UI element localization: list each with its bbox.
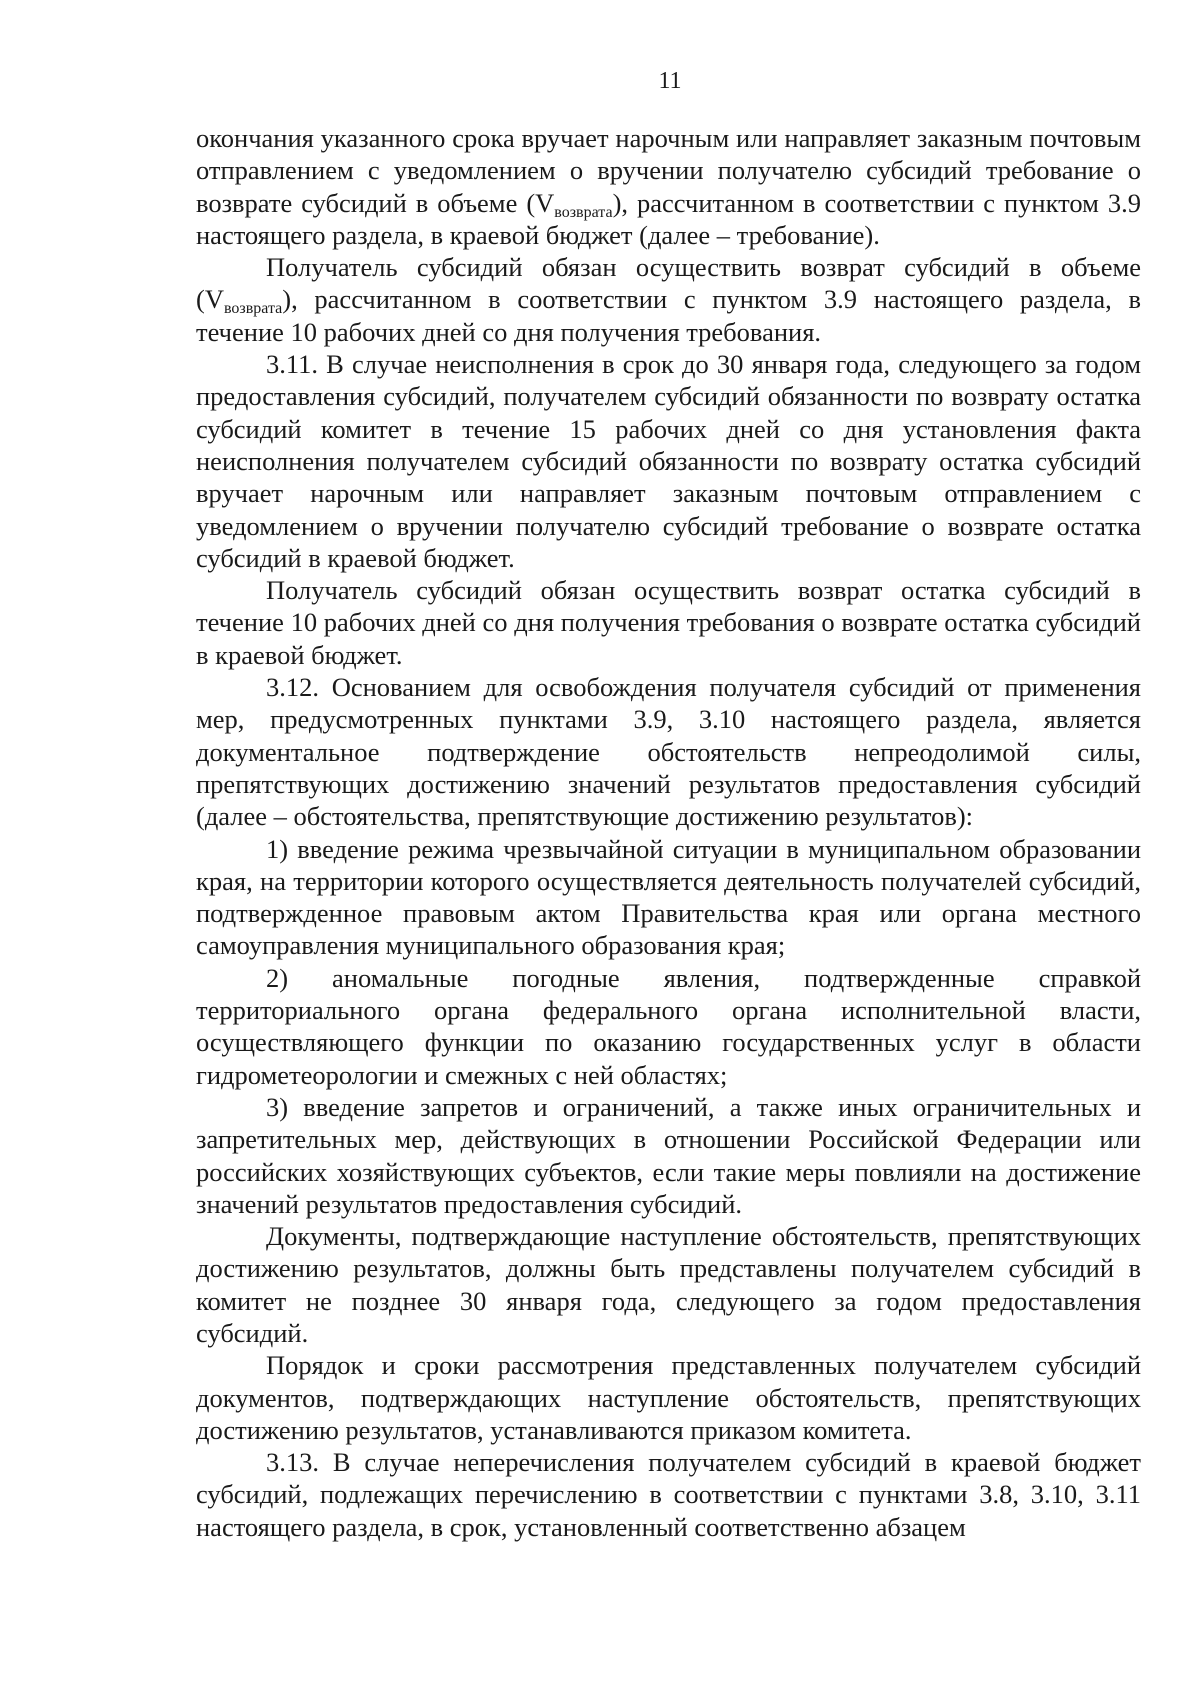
paragraph (196, 1349, 1141, 1446)
paragraph (196, 574, 1141, 671)
paragraph-text: 2) аномальные погодные явления, подтвержденные справкой территориального органа федерального органа исполнительной власти, осуществляющего функции по оказанию государственных услуг в области гидрометеорологии и смежных с ней областях; (196, 962, 1141, 1090)
paragraph (196, 1091, 1141, 1220)
paragraph-text: Документы, подтверждающие наступление обстоятельств, препятствующих достижению результатов, должны быть представлены получателем субсидий в комитет не позднее 30 января года, следующего за годом предоставления субсидий. (196, 1221, 1141, 1348)
paragraph-text: Получатель субсидий обязан осуществить возврат субсидий в объеме (V (196, 252, 1141, 315)
subscript-text: возврата (554, 203, 613, 221)
paragraph-text: ), рассчитанном в соответствии с пунктом 3.9 настоящего раздела, в краевой бюджет (далее – требование). (196, 187, 1141, 250)
page-number: 11 (658, 68, 682, 94)
paragraph (196, 1220, 1141, 1349)
document-body (196, 122, 1141, 1543)
paragraph (196, 833, 1141, 962)
paragraph (196, 122, 1141, 251)
paragraph-text: окончания указанного срока вручает нарочным или направляет заказным почтовым отправлением с уведомлением о вручении получателю субсидий требование о возврате субсидий в объеме (V (196, 123, 1141, 218)
paragraph-text: 3.12. Основанием для освобождения получателя субсидий от применения мер, предусмотренных пунктами 3.9, 3.10 настоящего раздела, является документальное подтверждение обстоятельств непреодолимой силы, препятствующих достижению значений результатов предоставления субсидий (далее – обстоятельства, препятствующие достижению результатов): (196, 672, 1141, 832)
paragraph-text: 3.11. В случае неисполнения в срок до 30 января года, следующего за годом предоставления субсидий, получателем субсидий обязанности по возврату остатка субсидий комитет в течение 15 рабочих дней со дня установления факта неисполнения получателем субсидий обязанности по возврату остатка субсидий вручает нарочным или направляет заказным почтовым отправлением с уведомлением о вручении получателю субсидий требование о возврате остатка субсидий в краевой бюджет. (196, 349, 1141, 573)
paragraph (196, 1446, 1141, 1543)
paragraph-text: Получатель субсидий обязан осуществить возврат остатка субсидий в течение 10 рабочих дней со дня получения требования о возврате остатка субсидий в краевой бюджет. (196, 575, 1141, 670)
paragraph (196, 251, 1141, 348)
paragraph-text: ), рассчитанном в соответствии с пунктом 3.9 настоящего раздела, в течение 10 рабочих дней со дня получения требования. (196, 284, 1141, 347)
paragraph (196, 962, 1141, 1091)
paragraph-text: 3.13. В случае неперечисления получателем субсидий в краевой бюджет субсидий, подлежащих перечислению в соответствии с пунктами 3.8, 3.10, 3.11 настоящего раздела, в срок, установленный соответственно абзацем (196, 1447, 1141, 1542)
subscript-text: возврата (223, 300, 283, 318)
paragraph-text: Порядок и сроки рассмотрения представленных получателем субсидий документов, подтверждающих наступление обстоятельств, препятствующих достижению результатов, устанавливаются приказом комитета. (196, 1350, 1141, 1445)
paragraph (196, 348, 1141, 574)
paragraph (196, 671, 1141, 832)
paragraph-text: 3) введение запретов и ограничений, а также иных ограничительных и запретительных мер, действующих в отношении Российской Федерации или российских хозяйствующих субъектов, если такие меры повлияли на достижение значений результатов предоставления субсидий. (196, 1091, 1141, 1219)
paragraph-text: 1) введение режима чрезвычайной ситуации в муниципальном образовании края, на территории которого осуществляется деятельность получателей субсидий, подтвержденное правовым актом Правительства края или органа местного самоуправления муниципального образования края; (196, 833, 1141, 961)
